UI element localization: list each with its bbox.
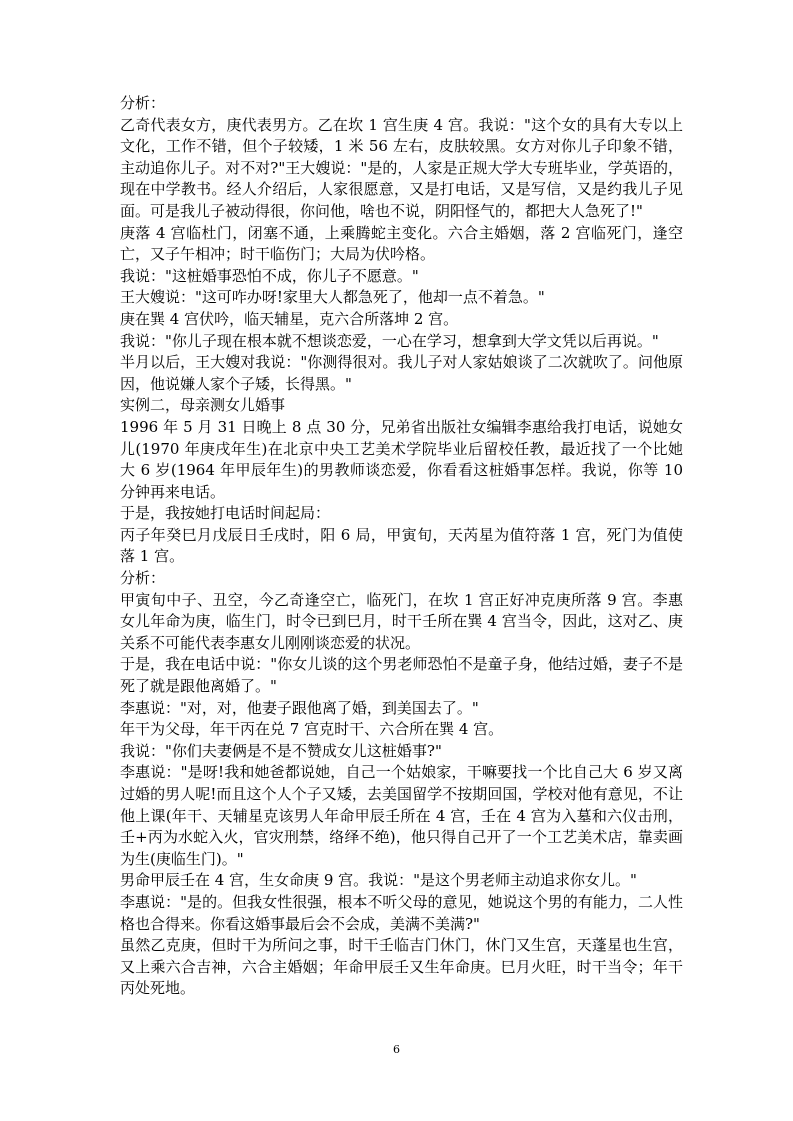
paragraph-half-month-later: 半月以后，王大嫂对我说："你测得很对。我儿子对人家姑娘谈了二次就吹了。问他原因，他说嫌人家个子矮，长得黑。" — [120, 353, 683, 393]
paragraph-phone-call: 1996 年 5 月 31 日晚上 8 点 30 分，兄弟省出版社女编辑李惠给我打电话，说她女儿(1970 年庚戌年生)在北京中央工艺美术学院毕业后留校任教，最近找了一个比她大 6 岁(1964 年甲辰年生)的男教师谈恋爱，你看看这桩婚事怎样。我说，你等 10 分钟再来电话。 — [120, 417, 683, 501]
paragraph-jiayin-analysis: 甲寅旬中子、丑空，今乙奇逢空亡，临死门，在坎 1 宫正好冲克庚所落 9 宫。李惠女儿年命为庚，临生门，时令已到巳月，时干壬所在巽 4 宫当令，因此，这对乙、庚关系不可能代表李惠女儿刚刚谈恋爱的状况。 — [120, 590, 683, 652]
paragraph-li-hui-confirm: 李惠说："对，对，他妻子跟他离了婚，到美国去了。" — [120, 698, 479, 717]
paragraph-man-pursues: 男命甲辰壬在 4 宫，生女命庚 9 宫。我说："是这个男老师主动追求你女儿。" — [120, 871, 637, 890]
paragraph-daughter-strong: 李惠说："是的。但我女性很强，根本不听父母的意见，她说这个男的有能力，二人性格也合得来。你看这婚事最后会不会成，美满不美满?" — [120, 892, 683, 933]
paragraph-yi-geng-analysis: 乙奇代表女方，庚代表男方。乙在坎 1 宫生庚 4 宫。我说："这个女的具有大专以上文化，工作不错，但个子较矮，1 米 56 左右，皮肤较黑。女方对你儿子印象不错，主动追你儿子。对不对?"王大嫂说："是的，人家是正规大学大专班毕业，学英语的，现在中学教书。经人介绍后，人家很愿意，又是打电话，又是写信，又是约我儿子见面。可是我儿子被动得很，你问他，啥也不说，阴阳怪气的，都把大人急死了!" — [120, 115, 683, 220]
paragraph-wang-worried: 王大嫂说："这可咋办呀!家里大人都急死了，他却一点不着急。" — [120, 288, 545, 307]
paragraph-conclusion: 虽然乙克庚，但时干为所问之事，时干壬临吉门休门，休门又生宫，天蓬星也生宫，又上乘六合吉神，六合主婚姻；年命甲辰壬又生年命庚。巳月火旺，时干当令；年干丙处死地。 — [120, 936, 683, 998]
page-number: 6 — [393, 1043, 400, 1056]
paragraph-parents-disapprove: 我说："你们夫妻俩是不是不赞成女儿这桩婚事?" — [120, 741, 442, 760]
paragraph-son-studying: 我说："你儿子现在根本就不想谈恋爱，一心在学习，想拿到大学文凭以后再说。" — [120, 331, 659, 350]
paragraph-geng-fuyin: 庚在巽 4 宫伏吟，临天辅星，克六合所落坤 2 宫。 — [120, 309, 459, 328]
heading-example-2: 实例二，母亲测女儿婚事 — [120, 396, 286, 415]
paragraph-marriage-fail: 我说："这桩婚事恐怕不成，你儿子不愿意。" — [120, 266, 419, 285]
heading-analysis-1: 分析： — [120, 94, 166, 112]
paragraph-li-hui-explains: 李惠说："是呀!我和她爸都说她，自己一个姑娘家，干嘛要找一个比自己大 6 岁又离过婚的男人呢!而且这个人个子又矮，去美国留学不按期回国，学校对他有意见，不让他上课(年干、天辅星克该男人年命甲辰壬所在 4 宫，壬在 4 宫为入墓和六仪击刑，壬+丙为水蛇入火，官灾刑禁，络绎不绝)，他只得自己开了一个工艺美术店，靠卖画为生(庚临生门)。" — [120, 763, 683, 868]
paragraph-married-before: 于是，我在电话中说："你女儿谈的这个男老师恐怕不是童子身，他结过婚，妻子不是死了就是跟他离婚了。" — [120, 655, 683, 696]
paragraph-geng-palace-4: 庚落 4 宫临杜门，闭塞不通，上乘腾蛇主变化。六合主婚姻，落 2 宫临死门，逢空亡，又子午相冲；时干临伤门；大局为伏吟格。 — [120, 223, 683, 264]
heading-analysis-2: 分析： — [120, 569, 166, 588]
paragraph-year-stem-parents: 年干为父母，年干丙在兑 7 宫克时干、六合所在巽 4 宫。 — [120, 720, 504, 739]
paragraph-set-chart: 于是，我按她打电话时间起局： — [120, 504, 331, 523]
paragraph-chart-details: 丙子年癸巳月戊辰日壬戌时，阳 6 局，甲寅旬，天芮星为值符落 1 宫，死门为值使落 1 宫。 — [120, 525, 683, 566]
document-body — [120, 93, 683, 1000]
